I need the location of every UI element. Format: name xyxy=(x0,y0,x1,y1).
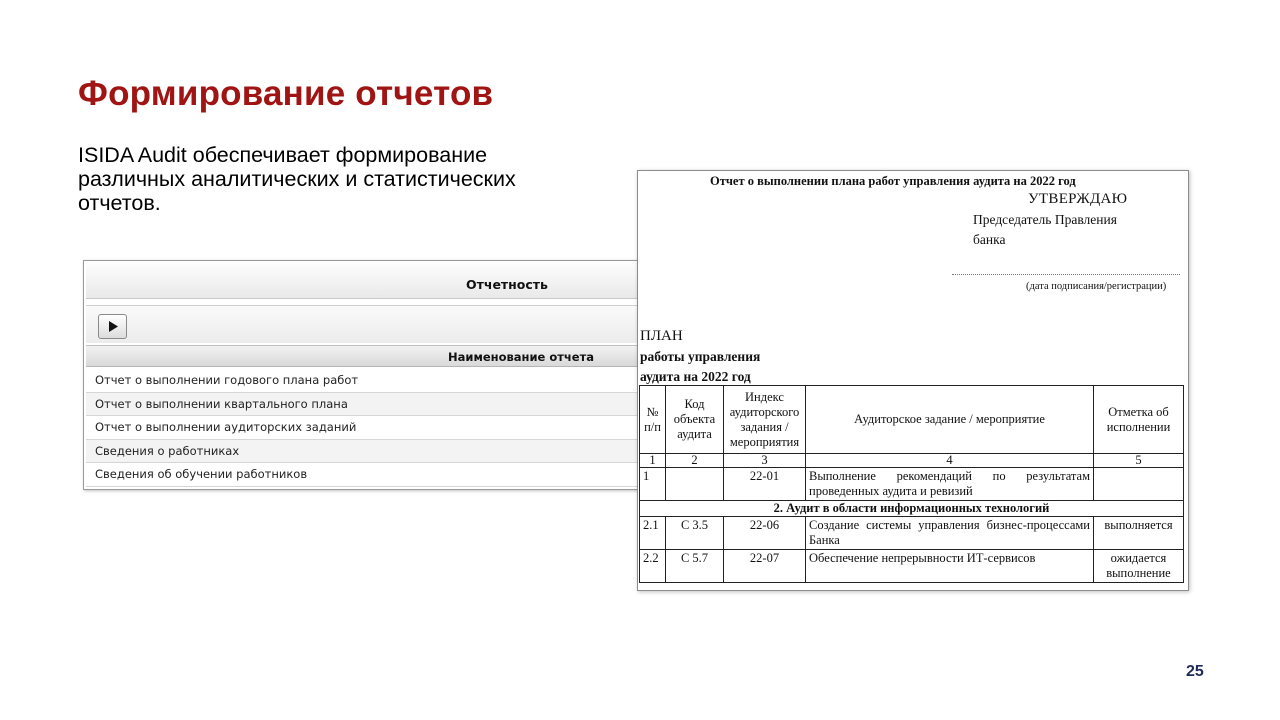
table-row xyxy=(640,517,1184,550)
slide-title: Формирование отчетов xyxy=(78,74,494,113)
cell-code: С 3.5 xyxy=(666,517,724,550)
cell-code: С 5.7 xyxy=(666,550,724,583)
play-icon xyxy=(107,320,119,333)
list-item[interactable]: Отчет о выполнении квартального плана xyxy=(86,393,642,417)
column-number: 2 xyxy=(666,454,724,468)
column-header-report-name[interactable] xyxy=(86,345,642,367)
cell-status: ожидается выполнение xyxy=(1094,550,1184,583)
table-header-row xyxy=(640,386,1184,454)
reports-panel-title: Отчетность xyxy=(466,277,548,292)
header-cell: № п/п xyxy=(640,386,666,454)
approver-line-1: Председатель Правления xyxy=(973,212,1117,227)
page-number: 25 xyxy=(1186,663,1204,680)
plan-table xyxy=(639,385,1184,583)
header-cell: Код объекта аудита xyxy=(666,386,724,454)
column-number: 1 xyxy=(640,454,666,468)
section-title: 2. Аудит в области информационных технологий xyxy=(640,501,1184,517)
list-item[interactable]: Отчет о выполнении годового плана работ xyxy=(86,369,642,393)
cell-num: 1 xyxy=(640,468,666,501)
cell-num: 2.1 xyxy=(640,517,666,550)
cell-index: 22-01 xyxy=(724,468,806,501)
plan-subtitle-2: аудита на 2022 год xyxy=(640,369,751,384)
cell-index: 22-07 xyxy=(724,550,806,583)
approver-line-2: банка xyxy=(973,232,1006,247)
plan-title: ПЛАН xyxy=(640,328,683,344)
reports-toolbar xyxy=(86,305,642,343)
cell-code xyxy=(666,468,724,501)
cell-task: Создание системы управления бизнес-процессами Банка xyxy=(806,517,1094,550)
list-item[interactable]: Сведения об обучении работников xyxy=(86,463,642,487)
list-item[interactable]: Отчет о выполнении аудиторских заданий xyxy=(86,416,642,440)
signature-line xyxy=(952,274,1180,275)
column-number-row xyxy=(640,454,1184,468)
table-row xyxy=(640,468,1184,501)
header-cell: Аудиторское задание / мероприятие xyxy=(806,386,1094,454)
report-title: Отчет о выполнении плана работ управления аудита на 2022 год xyxy=(710,174,1076,188)
column-number: 4 xyxy=(806,454,1094,468)
header-cell: Отметка об исполнении xyxy=(1094,386,1184,454)
list-item[interactable]: Сведения о работниках xyxy=(86,440,642,464)
header-cell: Индекс аудиторского задания / мероприятия xyxy=(724,386,806,454)
plan-subtitle-1: работы управления xyxy=(640,349,761,364)
cell-status: выполняется xyxy=(1094,517,1184,550)
approve-stamp-text: УТВЕРЖДАЮ xyxy=(1028,191,1128,207)
reports-panel xyxy=(83,260,643,490)
date-caption: (дата подписания/регистрации) xyxy=(1026,281,1167,292)
cell-task: Выполнение рекомендаций по результатам проведенных аудита и ревизий xyxy=(806,468,1094,501)
column-number: 3 xyxy=(724,454,806,468)
column-header-label: Наименование отчета xyxy=(448,350,595,364)
run-report-button[interactable] xyxy=(98,314,127,339)
slide-body-text: ISIDA Audit обеспечивает формирование различных аналитических и статистических отчетов. xyxy=(78,143,516,215)
table-row xyxy=(640,550,1184,583)
column-number: 5 xyxy=(1094,454,1184,468)
cell-status xyxy=(1094,468,1184,501)
reports-panel-header xyxy=(86,263,642,299)
reports-list xyxy=(86,369,642,487)
report-document xyxy=(637,170,1189,591)
cell-task: Обеспечение непрерывности ИТ-сервисов xyxy=(806,550,1094,583)
table-section-row xyxy=(640,501,1184,517)
cell-index: 22-06 xyxy=(724,517,806,550)
cell-num: 2.2 xyxy=(640,550,666,583)
